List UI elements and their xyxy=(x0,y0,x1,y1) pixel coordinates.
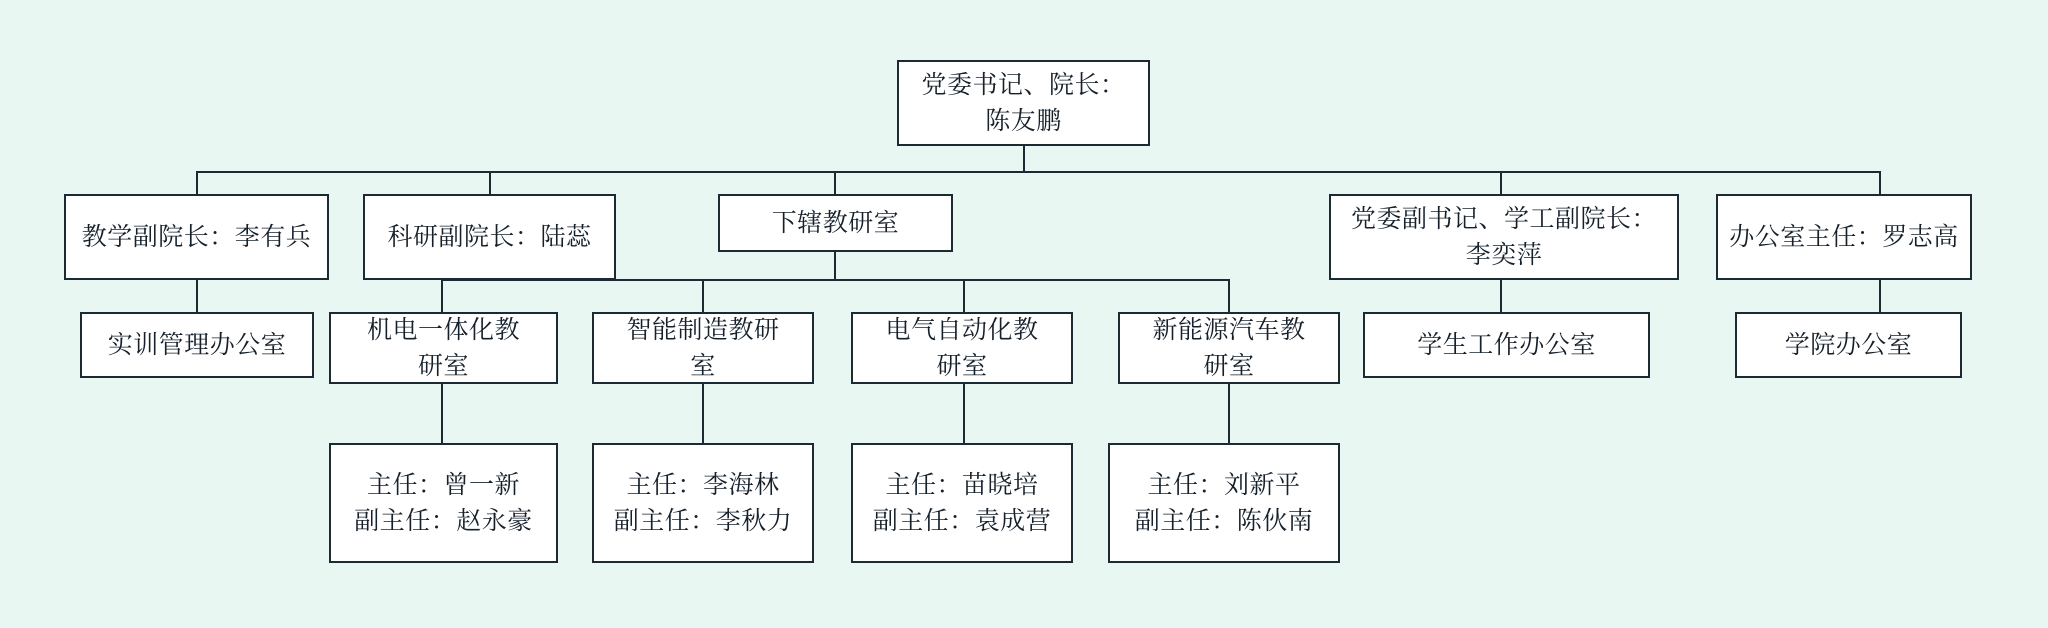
node-staff-electrical-automation[interactable] xyxy=(851,443,1073,563)
node-staff-new-energy-vehicle[interactable] xyxy=(1108,443,1340,563)
node-training-management-office-line-1: 实训管理办公室 xyxy=(107,330,287,359)
connector-root-down xyxy=(1023,145,1025,172)
node-dept-mechatronics[interactable] xyxy=(329,312,558,384)
node-dept-electrical-automation-line-2: 研室 xyxy=(936,352,988,380)
connector-dept-mechatronics-to-staff xyxy=(441,383,443,444)
node-vp-teaching-line-1: 教学副院长：李有兵 xyxy=(81,222,312,251)
node-dept-electrical-automation-line-1: 电气自动化教 xyxy=(885,315,1039,344)
connector-bus-to-dept-mechatronics xyxy=(441,279,443,313)
node-departments[interactable] xyxy=(718,194,953,252)
connector-level1-bus xyxy=(196,171,1880,173)
node-office-director-line-1: 办公室主任：罗志高 xyxy=(1729,222,1959,251)
node-staff-electrical-automation-line-2: 副主任：袁成营 xyxy=(872,507,1052,535)
node-college-office[interactable] xyxy=(1735,312,1962,378)
node-staff-electrical-automation-line-1: 主任：苗晓培 xyxy=(885,470,1039,499)
node-dept-new-energy-vehicle-line-1: 新能源汽车教 xyxy=(1152,315,1306,344)
node-root-line-1: 党委书记、院长： xyxy=(921,70,1126,99)
node-vp-research-line-1: 科研副院长：陆蕊 xyxy=(387,222,592,251)
node-staff-smart-manufacturing-line-2: 副主任：李秋力 xyxy=(613,507,793,535)
connector-bus-to-party-vice xyxy=(1500,171,1502,195)
node-staff-mechatronics-line-1: 主任：曾一新 xyxy=(366,470,520,499)
node-vp-research[interactable] xyxy=(363,194,616,280)
node-dept-smart-manufacturing-line-2: 室 xyxy=(690,352,716,380)
connector-bus-to-dept-smart-mfg xyxy=(702,279,704,313)
node-dept-smart-manufacturing[interactable] xyxy=(592,312,814,384)
connector-bus-to-dept-electrical xyxy=(963,279,965,313)
node-staff-smart-manufacturing[interactable] xyxy=(592,443,814,563)
node-training-management-office[interactable] xyxy=(80,312,314,378)
node-dept-electrical-automation[interactable] xyxy=(851,312,1073,384)
node-vp-teaching[interactable] xyxy=(64,194,329,280)
connector-bus-to-vp-research xyxy=(489,171,491,195)
node-staff-smart-manufacturing-line-1: 主任：李海林 xyxy=(626,470,780,499)
node-office-director[interactable] xyxy=(1716,194,1972,280)
node-student-affairs-office-line-1: 学生工作办公室 xyxy=(1417,330,1596,359)
node-staff-mechatronics[interactable] xyxy=(329,443,558,563)
node-root[interactable] xyxy=(897,60,1150,146)
connector-bus-to-vp-teaching xyxy=(196,171,198,195)
connector-office-director-to-college-office xyxy=(1879,279,1881,313)
node-staff-new-energy-vehicle-line-2: 副主任：陈伙南 xyxy=(1134,507,1314,535)
connector-party-vice-to-student-office xyxy=(1500,279,1502,313)
node-party-vice-secretary[interactable] xyxy=(1329,194,1679,280)
connector-dept-electrical-to-staff xyxy=(963,383,965,444)
connector-depts-down xyxy=(834,251,836,280)
node-dept-mechatronics-line-1: 机电一体化教 xyxy=(366,315,520,344)
connector-bus-to-office-director xyxy=(1879,171,1881,195)
connector-bus-to-depts xyxy=(834,171,836,195)
node-dept-smart-manufacturing-line-1: 智能制造教研 xyxy=(626,315,780,344)
node-college-office-line-1: 学院办公室 xyxy=(1784,330,1913,359)
node-party-vice-secretary-line-1: 党委副书记、学工副院长： xyxy=(1350,204,1657,233)
node-staff-new-energy-vehicle-line-1: 主任：刘新平 xyxy=(1147,470,1301,499)
node-dept-mechatronics-line-2: 研室 xyxy=(417,352,469,380)
node-root-line-2: 陈友鹏 xyxy=(985,107,1062,135)
node-dept-new-energy-vehicle[interactable] xyxy=(1118,312,1340,384)
node-party-vice-secretary-line-2: 李奕萍 xyxy=(1465,241,1543,269)
node-departments-line-1: 下辖教研室 xyxy=(771,208,900,237)
node-student-affairs-office[interactable] xyxy=(1363,312,1650,378)
connector-bus-to-dept-nev xyxy=(1228,279,1230,313)
connector-dept-smart-mfg-to-staff xyxy=(702,383,704,444)
connector-dept-nev-to-staff xyxy=(1228,383,1230,444)
connector-vp-teaching-to-training-office xyxy=(196,279,198,313)
node-dept-new-energy-vehicle-line-2: 研室 xyxy=(1203,352,1255,380)
node-staff-mechatronics-line-2: 副主任：赵永豪 xyxy=(354,507,533,535)
